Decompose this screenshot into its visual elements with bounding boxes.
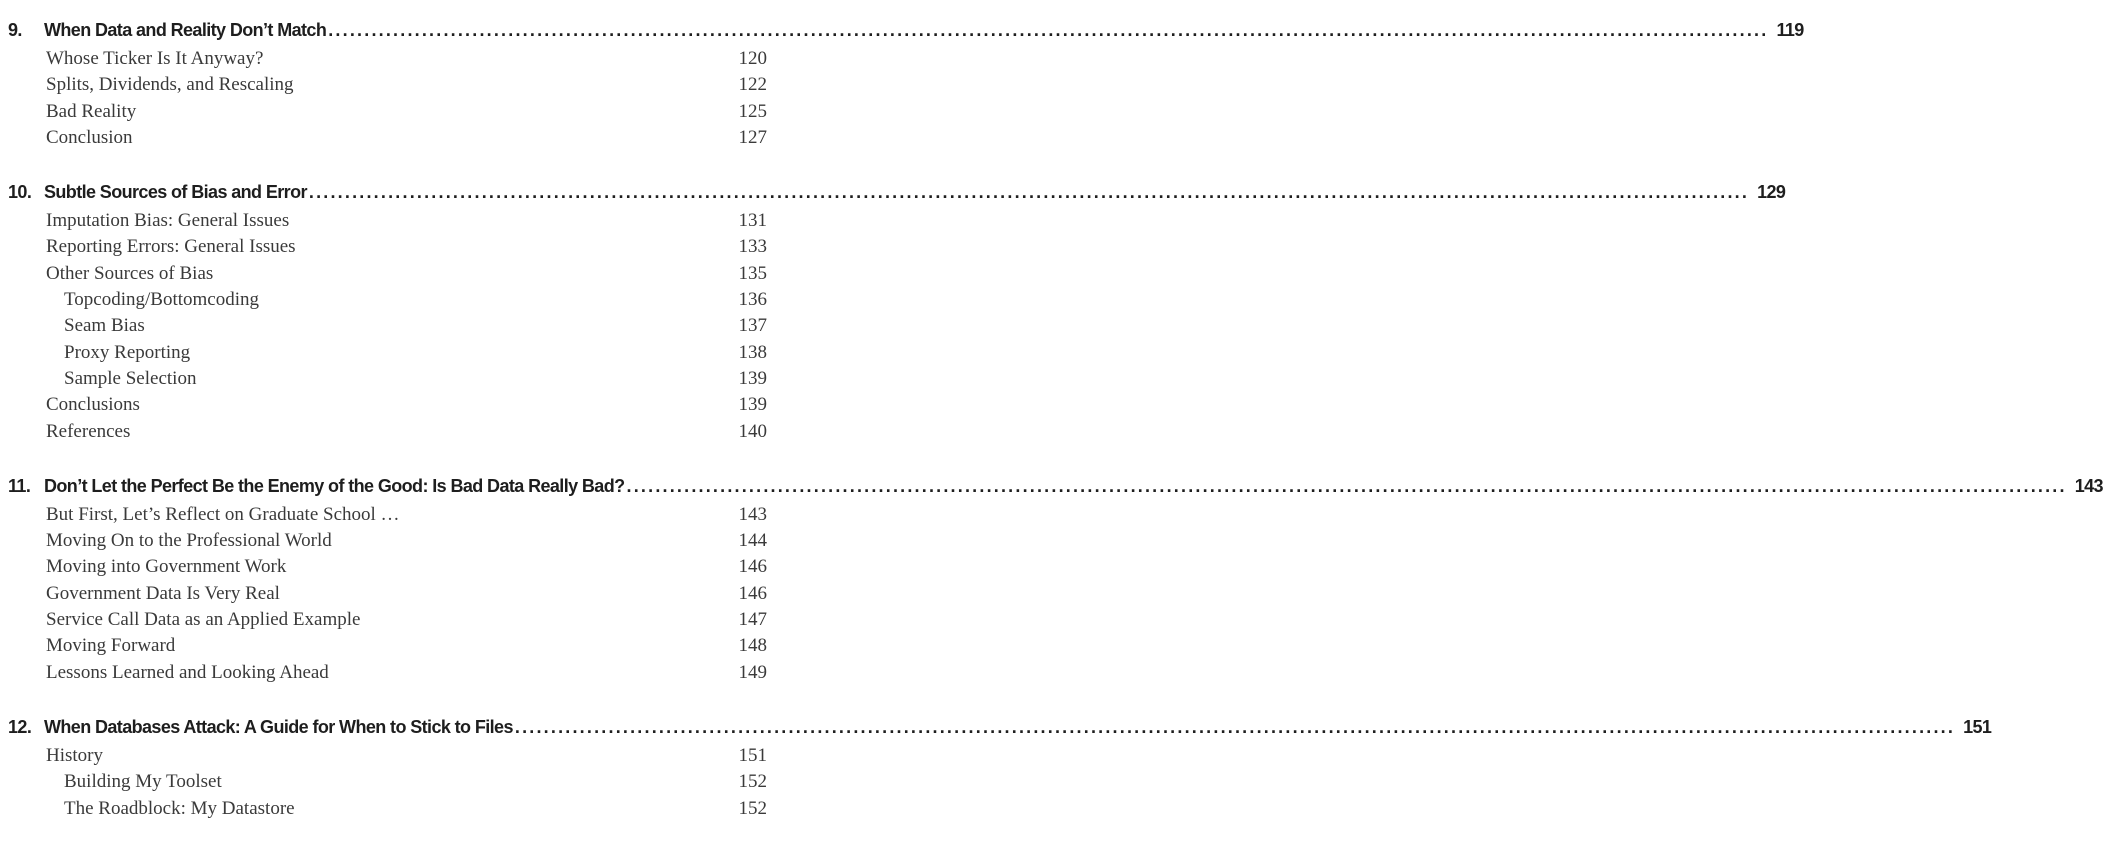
chapter-page-number: 129	[1757, 182, 1786, 203]
entry-page-number: 140	[738, 420, 767, 442]
entry-page-number: 148	[738, 635, 767, 657]
chapter-number	[0, 176, 44, 208]
entry-page-number: 146	[738, 582, 767, 604]
toc-section-entry[interactable]	[0, 660, 800, 686]
entry-title: Conclusions	[46, 394, 140, 416]
entry-page-number: 127	[738, 126, 767, 148]
toc-section-entry[interactable]	[0, 46, 800, 72]
toc-section-entry[interactable]	[0, 607, 800, 633]
dot-leader: ........................................................................................................................................................................................................	[626, 475, 2067, 496]
entry-title: Proxy Reporting	[64, 341, 191, 363]
chapter-section	[0, 14, 1804, 151]
toc-subsection-entry[interactable]	[0, 366, 800, 392]
table-of-contents	[0, 14, 2103, 847]
entry-title: Government Data Is Very Real	[46, 582, 280, 604]
chapter-page-number: 151	[1963, 716, 1992, 737]
entry-title: Bad Reality	[46, 100, 137, 122]
chapter-number-text: 12.	[8, 716, 32, 737]
dot-leader: ........................................................................................................................................................................................................	[514, 716, 1956, 737]
toc-subsection-entry[interactable]	[0, 796, 800, 822]
entry-page-number: 137	[738, 315, 767, 337]
entry-title: Topcoding/Bottomcoding	[64, 289, 259, 311]
chapter-page-number: 143	[2074, 475, 2103, 496]
entry-page-number: 120	[738, 48, 767, 69]
entry-page-number: 139	[738, 394, 767, 416]
entry-page-number: 133	[738, 236, 767, 258]
entry-page-number: 143	[738, 503, 767, 525]
chapter-title: Subtle Sources of Bias and Error	[44, 182, 307, 203]
chapter-title: Don’t Let the Perfect Be the Enemy of the Good: Is Bad Data Really Bad?	[44, 475, 625, 496]
toc-subsection-entry[interactable]	[0, 313, 800, 339]
entry-title: Other Sources of Bias	[46, 262, 214, 284]
dot-leader: ........................................................................................................................................................................................................	[328, 20, 1769, 40]
entry-page-number: 135	[738, 262, 767, 284]
toc-subsection-entry[interactable]	[0, 340, 800, 366]
entry-title: The Roadblock: My Datastore	[64, 797, 295, 819]
toc-section-entry[interactable]	[0, 743, 800, 769]
toc-section-entry[interactable]	[0, 261, 800, 287]
entry-title: Moving Forward	[46, 635, 176, 657]
entry-title: Moving into Government Work	[46, 556, 287, 578]
toc-section-entry[interactable]	[0, 633, 800, 659]
entry-page-number: 122	[738, 74, 767, 96]
chapter-section	[0, 470, 2103, 686]
chapter-number	[0, 470, 44, 502]
entry-title: Splits, Dividends, and Rescaling	[46, 74, 294, 96]
entry-title: References	[46, 420, 131, 442]
chapter-heading[interactable]	[0, 470, 2103, 502]
toc-section-entry[interactable]	[0, 554, 800, 580]
chapter-heading[interactable]	[0, 176, 1786, 208]
toc-section-entry[interactable]	[0, 419, 800, 445]
entry-page-number: 125	[738, 100, 767, 122]
chapter-number	[0, 14, 44, 46]
chapter-number-text: 10.	[8, 182, 32, 203]
entry-title: Imputation Bias: General Issues	[46, 210, 290, 232]
entry-title: Building My Toolset	[64, 771, 222, 793]
entry-title: Reporting Errors: General Issues	[46, 236, 296, 258]
toc-subsection-entry[interactable]	[0, 769, 800, 795]
entry-page-number: 152	[738, 771, 767, 793]
toc-section-entry[interactable]	[0, 528, 800, 554]
chapter-title: When Data and Reality Don’t Match	[44, 20, 327, 40]
toc-section-entry[interactable]	[0, 234, 800, 260]
entry-title: History	[46, 744, 103, 766]
entry-page-number: 147	[738, 609, 767, 631]
chapter-section	[0, 711, 1992, 822]
entry-page-number: 138	[738, 341, 767, 363]
toc-section-entry[interactable]	[0, 581, 800, 607]
toc-section-entry[interactable]	[0, 125, 800, 151]
entry-page-number: 151	[738, 744, 767, 766]
entry-title: Moving On to the Professional World	[46, 530, 332, 552]
dot-leader: ........................................................................................................................................................................................................	[308, 182, 1750, 203]
toc-section-entry[interactable]	[0, 502, 800, 528]
chapter-number-text: 11.	[8, 475, 31, 496]
chapter-title: When Databases Attack: A Guide for When to Stick to Files	[44, 716, 513, 737]
entry-title: Conclusion	[46, 126, 133, 148]
entry-page-number: 144	[738, 530, 767, 552]
entry-title: Service Call Data as an Applied Example	[46, 609, 361, 631]
toc-section-entry[interactable]	[0, 99, 800, 125]
chapter-section	[0, 176, 1786, 445]
entry-title: Whose Ticker Is It Anyway?	[46, 48, 264, 69]
entry-title: Lessons Learned and Looking Ahead	[46, 661, 329, 683]
toc-section-entry[interactable]	[0, 392, 800, 418]
toc-section-entry[interactable]	[0, 208, 800, 234]
chapter-number	[0, 711, 44, 743]
entry-page-number: 146	[738, 556, 767, 578]
chapter-page-number: 119	[1776, 20, 1804, 40]
entry-page-number: 152	[738, 797, 767, 819]
entry-page-number: 136	[738, 289, 767, 311]
entry-title: Seam Bias	[64, 315, 145, 337]
toc-section-entry[interactable]	[0, 72, 800, 98]
entry-title: But First, Let’s Reflect on Graduate School …	[46, 503, 400, 525]
entry-page-number: 131	[738, 210, 767, 232]
chapter-heading[interactable]	[0, 14, 1804, 46]
entry-page-number: 149	[738, 661, 767, 683]
entry-title: Sample Selection	[64, 367, 197, 389]
toc-subsection-entry[interactable]	[0, 287, 800, 313]
chapter-heading[interactable]	[0, 711, 1992, 743]
entry-page-number: 139	[738, 367, 767, 389]
chapter-number-text: 9.	[8, 20, 22, 40]
